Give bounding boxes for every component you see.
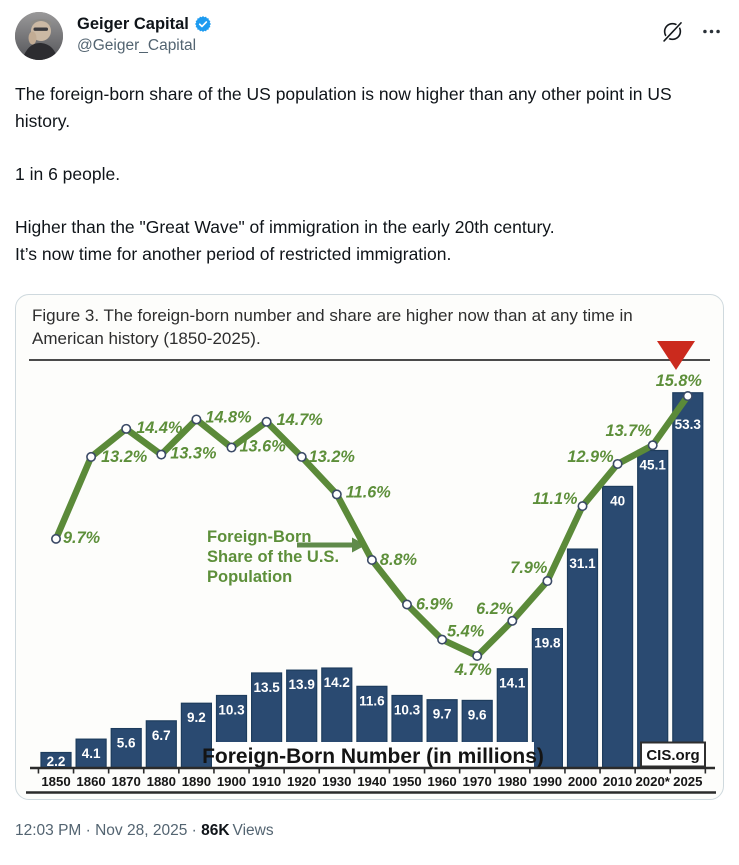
bar-value-label: 2.2 <box>46 754 66 770</box>
bar-value-label: 6.7 <box>151 727 171 743</box>
bar-value-label: 10.3 <box>393 702 421 718</box>
display-name: Geiger Capital <box>77 15 189 33</box>
tweet-text-paragraph: It’s now time for another period of restricted immigration. <box>15 244 452 264</box>
line-marker <box>403 600 411 608</box>
line-marker <box>333 490 341 498</box>
bar-value-label: 14.1 <box>499 675 526 691</box>
share-percent-label: 12.9% <box>567 447 614 466</box>
bar-value-label: 5.6 <box>116 735 136 751</box>
grok-icon[interactable] <box>661 20 684 43</box>
bar-axis-label: Foreign-Born Number (in millions) <box>202 745 544 768</box>
x-axis-label: 1950 <box>392 774 422 789</box>
share-percent-label: 13.2% <box>308 447 355 466</box>
line-annotation-text: Foreign-Born <box>207 528 312 546</box>
author-name-row[interactable] <box>77 14 212 34</box>
timestamp: 12:03 PM · Nov 28, 2025 <box>15 822 188 839</box>
x-axis-label: 1850 <box>41 774 71 789</box>
share-percent-label: 13.6% <box>239 437 286 456</box>
bar-value-label: 13.9 <box>288 677 315 693</box>
tweet-text-paragraph: 1 in 6 people. <box>15 164 121 184</box>
x-axis-label: 1960 <box>427 774 457 789</box>
more-options-icon[interactable] <box>701 21 722 42</box>
x-axis-label: 1880 <box>146 774 176 789</box>
avatar-photo <box>15 12 63 60</box>
author-handle[interactable]: @Geiger_Capital <box>77 37 197 54</box>
x-axis-label: 2020* <box>635 774 670 789</box>
x-axis-label: 2025 <box>673 774 703 789</box>
bar-value-label: 40 <box>610 493 626 509</box>
source-label: CIS.org <box>646 747 700 764</box>
line-marker <box>578 502 586 510</box>
x-axis-label: 1900 <box>216 774 247 789</box>
bar-value-label: 53.3 <box>674 416 701 432</box>
line-marker <box>473 652 481 660</box>
line-marker <box>122 425 130 433</box>
tweet-footer <box>15 822 724 840</box>
bar <box>603 486 633 768</box>
line-marker <box>227 443 235 451</box>
bar-value-label: 14.2 <box>323 675 350 691</box>
x-axis-labels <box>41 774 702 789</box>
bar <box>673 393 703 768</box>
share-percent-label: 11.1% <box>532 490 578 509</box>
line-marker <box>298 453 306 461</box>
share-percent-label: 4.7% <box>454 661 492 679</box>
x-axis-label: 1870 <box>111 774 141 789</box>
verified-badge-icon <box>194 15 212 33</box>
share-percent-label: 11.6% <box>345 483 391 502</box>
bar-value-label: 11.6 <box>359 693 385 709</box>
bar-value-label: 10.3 <box>218 702 245 718</box>
header-actions <box>661 20 722 43</box>
line-marker <box>192 415 200 423</box>
share-percent-label: 13.2% <box>101 447 148 466</box>
bar-value-label: 4.1 <box>81 746 101 762</box>
line-marker <box>262 418 270 426</box>
share-percent-label: 8.8% <box>379 550 418 569</box>
x-axis-label: 1930 <box>322 774 352 789</box>
tweet-header <box>15 12 724 60</box>
line-marker <box>52 535 60 543</box>
red-triangle-icon <box>657 341 695 370</box>
figure-title: Figure 3. The foreign-born number and share are higher now than at any time in American history (1850-2025). <box>29 295 710 361</box>
x-axis-label: 2000 <box>567 774 598 789</box>
avatar[interactable] <box>15 12 63 60</box>
share-percent-label: 13.7% <box>605 422 652 441</box>
bar-value-label: 31.1 <box>569 556 596 572</box>
bar <box>568 549 598 768</box>
share-percent-label: 14.7% <box>276 410 323 429</box>
x-axis-label: 1980 <box>497 774 527 789</box>
tweet-text-paragraph: The foreign-born share of the US population is now higher than any other point in US history. <box>15 84 672 131</box>
bar-value-label: 9.6 <box>467 707 487 723</box>
author-identity <box>77 12 212 56</box>
line-marker <box>613 460 621 468</box>
x-axis-label: 1970 <box>462 774 492 789</box>
x-axis-label: 1920 <box>287 774 317 789</box>
x-axis-label: 1990 <box>532 774 563 789</box>
bar-value-label: 9.2 <box>187 710 206 726</box>
share-percent-label: 5.4% <box>447 622 485 641</box>
line-annotation-text: Share of the U.S. <box>207 548 340 566</box>
x-axis-label: 1890 <box>181 774 212 789</box>
bar-value-label: 13.5 <box>253 679 280 695</box>
foreign-born-chart <box>16 361 723 799</box>
x-axis-label: 2010 <box>602 774 633 789</box>
line-marker <box>649 441 657 449</box>
share-percent-label: 9.7% <box>63 528 101 547</box>
share-percent-label: 14.4% <box>136 418 183 437</box>
line-annotation-text: Population <box>207 568 293 586</box>
bar <box>638 450 668 768</box>
bar-value-label: 45.1 <box>639 457 666 473</box>
share-percent-label: 14.8% <box>205 408 252 427</box>
tweet-text-paragraph: Higher than the "Great Wave" of immigration in the early 20th century. <box>15 217 555 237</box>
line-marker <box>438 635 446 643</box>
x-axis-label: 1940 <box>357 774 387 789</box>
line-marker <box>508 617 516 625</box>
share-percent-label: 15.8% <box>655 372 702 391</box>
tweet-text <box>15 81 724 268</box>
separator: · <box>187 822 202 839</box>
line-marker <box>368 556 376 564</box>
line-marker <box>684 392 692 400</box>
line-annotation <box>207 528 366 586</box>
views-label: Views <box>232 822 274 839</box>
share-percent-label: 7.9% <box>510 559 548 578</box>
line-marker <box>543 577 551 585</box>
views-count: 86K <box>201 822 230 839</box>
bar-value-label: 9.7 <box>432 706 452 722</box>
x-axis-label: 1860 <box>76 774 106 789</box>
bar-value-label: 19.8 <box>534 635 561 651</box>
share-percent-label: 6.2% <box>476 599 514 618</box>
share-percent-label: 13.3% <box>170 444 217 463</box>
tweet-media-chart[interactable] <box>15 294 724 800</box>
share-percent-label: 6.9% <box>416 595 454 614</box>
x-axis-label: 1910 <box>251 774 282 789</box>
line-marker <box>157 450 165 458</box>
line-marker <box>87 453 95 461</box>
